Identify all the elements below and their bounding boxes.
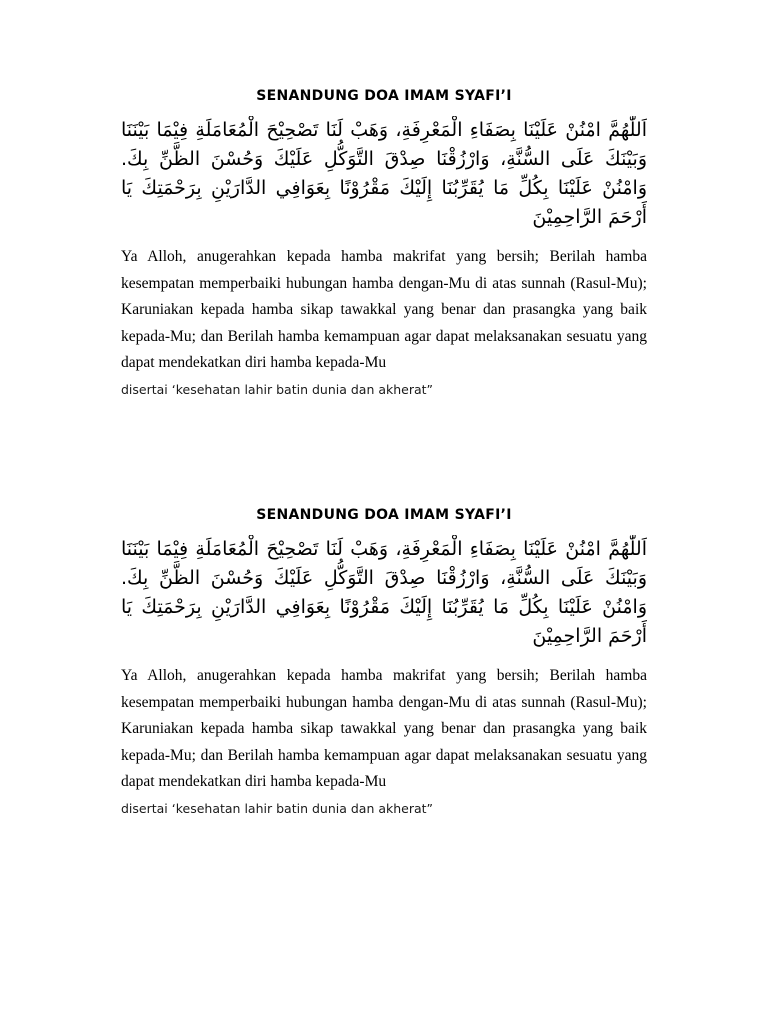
closing-note: disertai ‘kesehatan lahir batin dunia dan akherat” <box>121 800 434 816</box>
prayer-section-1 <box>121 86 647 401</box>
translation-text: Ya Alloh, anugerahkan kepada hamba makrifat yang bersih; Berilah hamba kesempatan memperbaiki hubungan hamba dengan-Mu di atas sunnah (Rasul-Mu); Karuniakan kepada hamba sikap tawakkal yang benar dan prasangka yang baik kepada-Mu; dan Berilah hamba kemampuan agar dapat melaksanakan sesuatu yang dapat mendekatkan diri hamba kepada-Mu <box>121 248 647 371</box>
prayer-section-2 <box>121 505 647 820</box>
translation-text: Ya Alloh, anugerahkan kepada hamba makrifat yang bersih; Berilah hamba kesempatan memperbaiki hubungan hamba dengan-Mu di atas sunnah (Rasul-Mu); Karuniakan kepada hamba sikap tawakkal yang benar dan prasangka yang baik kepada-Mu; dan Berilah hamba kemampuan agar dapat melaksanakan sesuatu yang dapat mendekatkan diri hamba kepada-Mu <box>121 667 647 790</box>
closing-note: disertai ‘kesehatan lahir batin dunia dan akherat” <box>121 381 434 397</box>
arabic-prayer-text: اَللّٰهُمَّ امْنُنْ عَلَيْنَا بِصَفَاءِ الْمَعْرِفَةِ، وَهَبْ لَنَا تَصْحِيْحَ الْمُعَامَلَةِ فِيْمَا بَيْنَنَا وَبَيْنَكَ عَلَى السُّنَّةِ، وَارْزُقْنَا صِدْقَ التَّوَكُّلِ عَلَيْكَ وَحُسْنَ الظَّنِّ بِكَ. وَامْنُنْ عَلَيْنَا بِكُلِّ مَا يُقَرِّبُنَا إِلَيْكَ مَقْرُوْنًا بِعَوَافِي الدَّارَيْنِ بِرَحْمَتِكَ يَا أَرْحَمَ الرَّاحِمِيْنَ <box>121 119 647 228</box>
arabic-prayer-text: اَللّٰهُمَّ امْنُنْ عَلَيْنَا بِصَفَاءِ الْمَعْرِفَةِ، وَهَبْ لَنَا تَصْحِيْحَ الْمُعَامَلَةِ فِيْمَا بَيْنَنَا وَبَيْنَكَ عَلَى السُّنَّةِ، وَارْزُقْنَا صِدْقَ التَّوَكُّلِ عَلَيْكَ وَحُسْنَ الظَّنِّ بِكَ. وَامْنُنْ عَلَيْنَا بِكُلِّ مَا يُقَرِّبُنَا إِلَيْكَ مَقْرُوْنًا بِعَوَافِي الدَّارَيْنِ بِرَحْمَتِكَ يَا أَرْحَمَ الرَّاحِمِيْنَ <box>121 538 647 647</box>
section-title: SENANDUNG DOA IMAM SYAFI’I <box>256 88 512 104</box>
section-title: SENANDUNG DOA IMAM SYAFI’I <box>256 507 512 523</box>
